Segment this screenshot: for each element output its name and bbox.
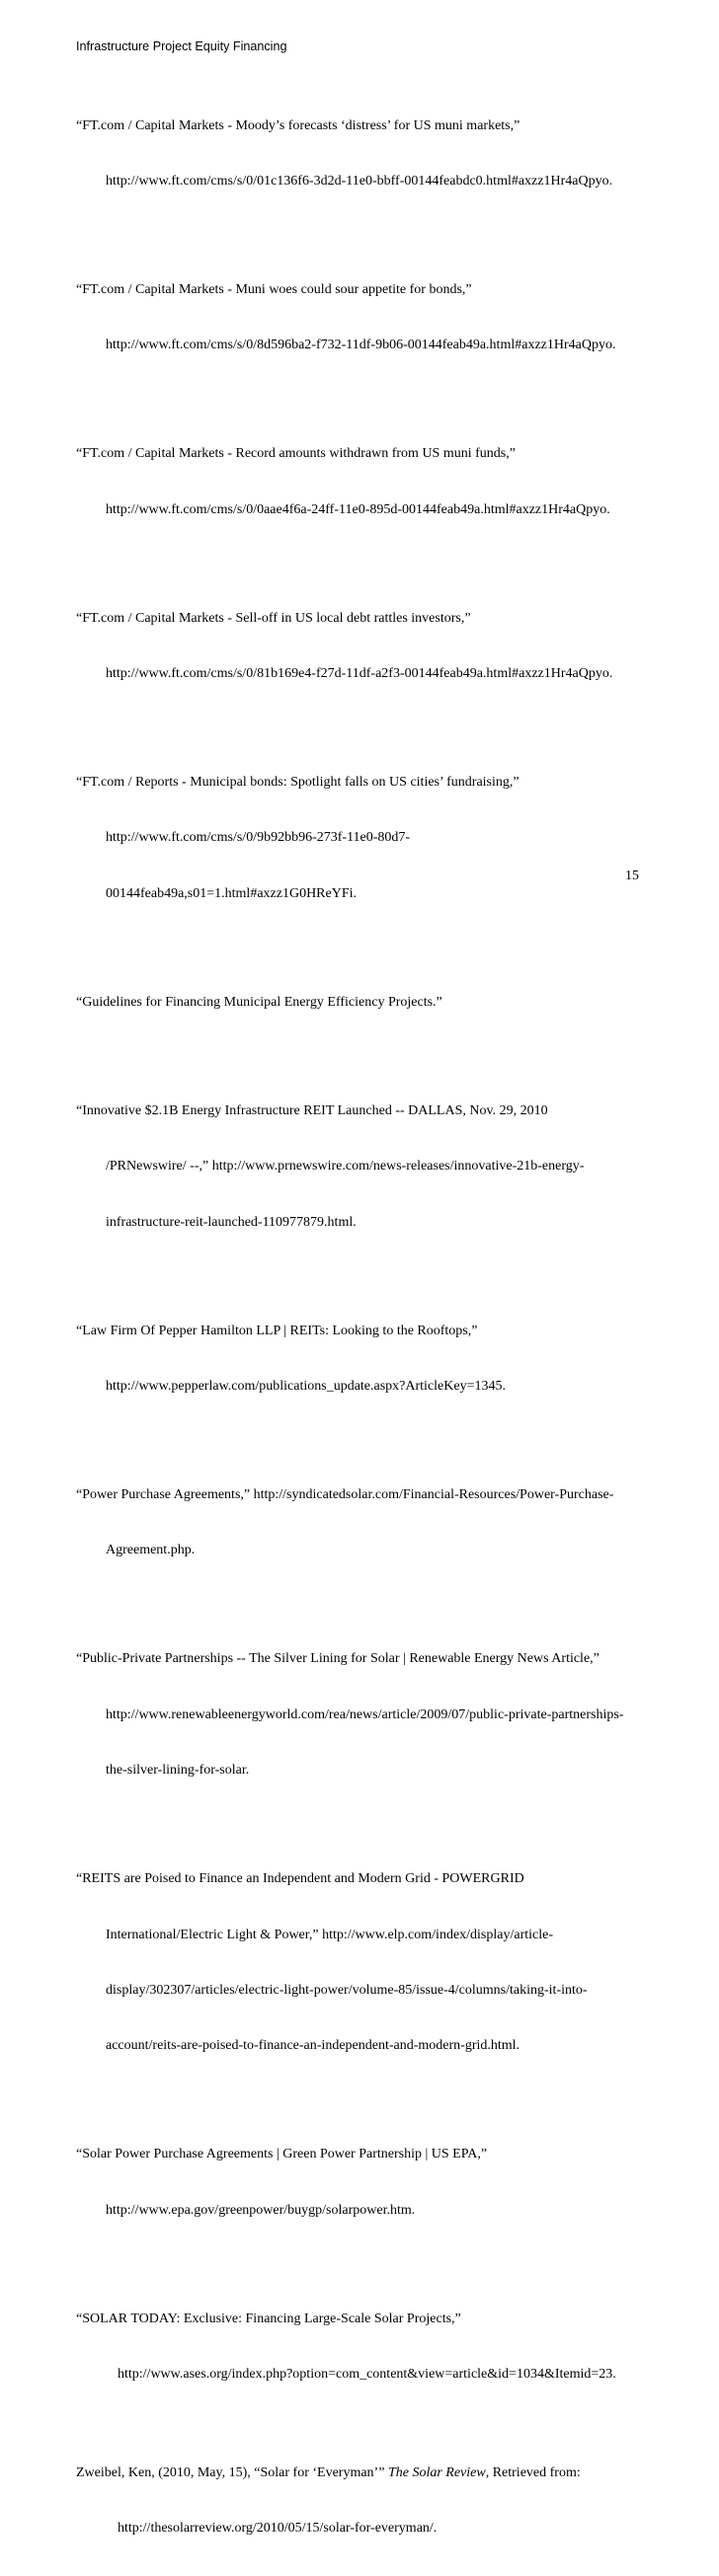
reference-title: “Guidelines for Financing Municipal Energy Efficiency Projects.” (76, 994, 442, 1010)
reference-title: “REITS are Poised to Finance an Independent and Modern Grid - POWERGRID (76, 1871, 524, 1887)
reference-title: “Solar Power Purchase Agreements | Green Power Partnership | US EPA,” (76, 2147, 488, 2162)
reference-entry (76, 409, 669, 557)
journal-name: The Solar Review (387, 2465, 486, 2481)
reference-url: http://www.renewableenergyworld.com/rea/news/article/2009/07/public-private-partnerships- (106, 1706, 624, 1722)
reference-url: http://www.ft.com/cms/s/0/01c136f6-3d2d-11e0-bbff-00144feabdc0.html#axzz1Hr4aQpyo. (106, 173, 613, 189)
reference-title: “Innovative $2.1B Energy Infrastructure REIT Launched -- DALLAS, Nov. 29, 2010 (76, 1102, 548, 1118)
reference-url: Agreement.php. (106, 1543, 196, 1558)
reference-entry (76, 1285, 669, 1433)
reference-entry (76, 1065, 669, 1269)
reference-title: “FT.com / Capital Markets - Sell-off in US local debt rattles investors,” (76, 610, 471, 626)
reference-title: “Law Firm Of Pepper Hamilton LLP | REITs: Looking to the Rooftops,” (76, 1323, 478, 1338)
reference-url: http://www.epa.gov/greenpower/buygp/solarpower.htm. (106, 2202, 416, 2218)
reference-list (76, 80, 669, 2576)
reference-url: International/Electric Light & Power,” http://www.elp.com/index/display/article- (106, 1927, 554, 1942)
reference-url: http://www.ases.org/index.php?option=com_content&view=article&id=1034&Itemid=23. (118, 2367, 616, 2383)
reference-url: http://www.ft.com/cms/s/0/81b169e4-f27d-11df-a2f3-00144feab49a.html#axzz1Hr4aQpyo. (106, 666, 613, 682)
reference-title: “Power Purchase Agreements,” http://syndicatedsolar.com/Financial-Resources/Power-Purchase- (76, 1486, 614, 1502)
reference-title (76, 2464, 669, 2483)
reference-url: infrastructure-reit-launched-110977879.html. (106, 1214, 357, 1230)
reference-entry (76, 1614, 669, 1818)
reference-entry (76, 572, 669, 720)
reference-title: “FT.com / Reports - Municipal bonds: Spotlight falls on US cities’ fundraising,” (76, 775, 519, 791)
reference-url: the-silver-lining-for-solar. (106, 1763, 250, 1779)
reference-title: “Public-Private Partnerships -- The Silver Lining for Solar | Renewable Energy News Article,” (76, 1651, 599, 1667)
reference-entry (76, 2109, 669, 2257)
reference-entry (76, 956, 669, 1049)
running-header: Infrastructure Project Equity Financing (76, 39, 287, 53)
reference-entry (76, 2427, 669, 2575)
reference-url: http://www.ft.com/cms/s/0/9b92bb96-273f-11e0-80d7- (106, 830, 411, 846)
reference-entry (76, 244, 669, 392)
reference-entry (76, 80, 669, 228)
reference-entry (76, 1449, 669, 1597)
reference-title: “FT.com / Capital Markets - Record amounts withdrawn from US muni funds,” (76, 446, 516, 462)
reference-retrieved: , Retrieved from: (485, 2465, 581, 2481)
reference-title: “FT.com / Capital Markets - Muni woes could sour appetite for bonds,” (76, 281, 472, 297)
reference-title: “SOLAR TODAY: Exclusive: Financing Large-Scale Solar Projects,” (76, 2311, 461, 2326)
reference-url: http://thesolarreview.org/2010/05/15/solar-for-everyman/. (118, 2521, 438, 2537)
reference-entry (76, 1834, 669, 2093)
reference-url: account/reits-are-poised-to-finance-an-independent-and-modern-grid.html. (106, 2038, 520, 2054)
reference-url: /PRNewswire/ --,” http://www.prnewswire.com/news-releases/innovative-21b-energy- (106, 1159, 585, 1174)
reference-entry (76, 737, 669, 942)
reference-url: http://www.pepperlaw.com/publications_update.aspx?ArticleKey=1345. (106, 1379, 506, 1394)
reference-url: display/302307/articles/electric-light-power/volume-85/issue-4/columns/taking-it-into- (106, 1982, 588, 1998)
page-number: 15 (625, 869, 639, 883)
reference-title: “FT.com / Capital Markets - Moody’s forecasts ‘distress’ for US muni markets,” (76, 117, 520, 133)
reference-url: 00144feab49a,s01=1.html#axzz1G0HReYFi. (106, 885, 358, 901)
reference-author-title: Zweibel, Ken, (2010, May, 15), “Solar for ‘Everyman’” (76, 2465, 388, 2481)
reference-url: http://www.ft.com/cms/s/0/8d596ba2-f732-11df-9b06-00144feab49a.html#axzz1Hr4aQpyo. (106, 338, 616, 353)
reference-url: http://www.ft.com/cms/s/0/0aae4f6a-24ff-11e0-895d-00144feab49a.html#axzz1Hr4aQpyo. (106, 501, 610, 517)
reference-entry (76, 2273, 669, 2421)
